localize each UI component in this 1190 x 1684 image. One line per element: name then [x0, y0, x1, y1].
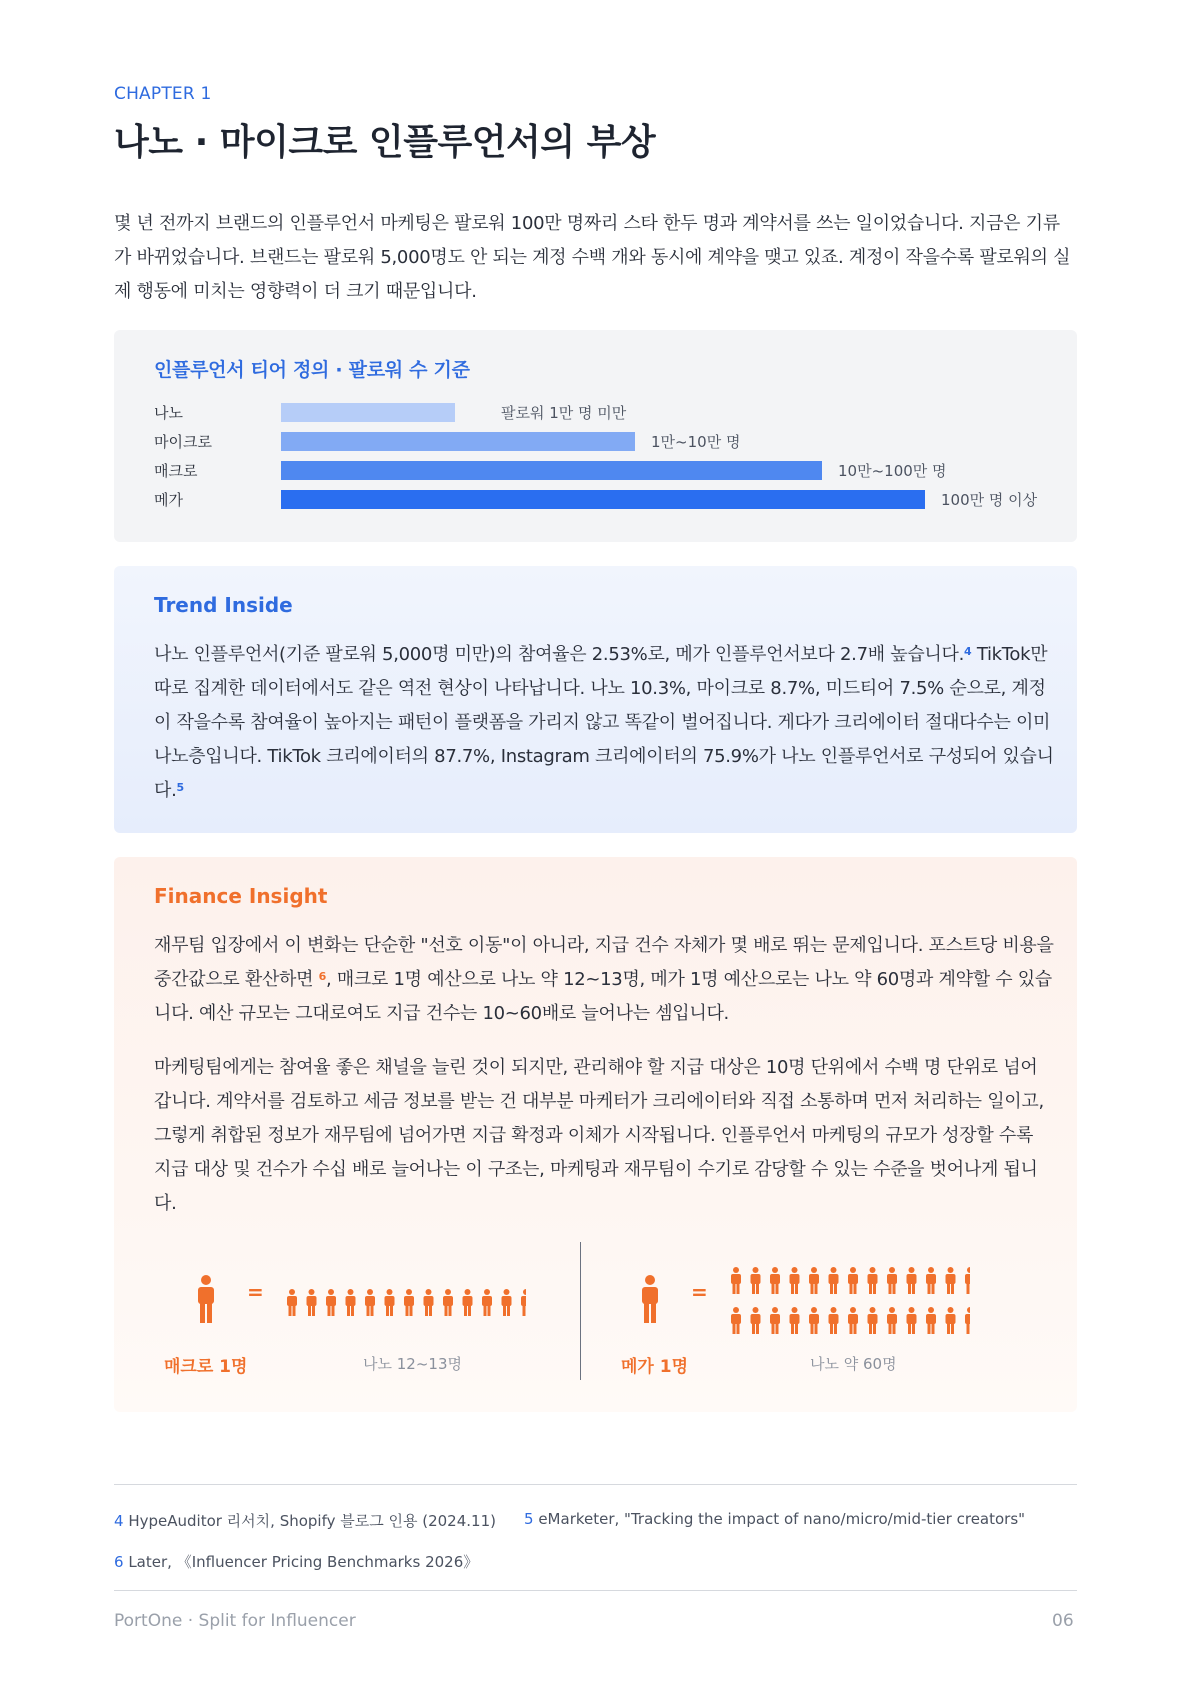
small-person-icon: [829, 1307, 839, 1334]
tier-bar-mega: [281, 490, 925, 509]
tier-range: 100만 명 이상: [941, 491, 1038, 509]
finance-text-1b: , 매크로 1명 예산으로 나노 약 12~13명, 메가 1명 예산으로는 나노 약 60명과 계약할 수 있습니다. 예산 규모는 그대로여도 지급 건수는 10~60배로 늘어나는 셈입니다.: [154, 969, 1052, 1024]
tier-name: 메가: [154, 491, 183, 509]
small-person-icon: [868, 1307, 878, 1334]
footnote-ref-6[interactable]: 6: [318, 970, 326, 983]
macro-compare-label: 나노 12~13명: [363, 1355, 462, 1373]
footnote-divider: [114, 1484, 1077, 1485]
tier-row-mega: [154, 487, 1054, 511]
tier-name: 나노: [154, 404, 183, 422]
nano-people-group-12: [286, 1289, 526, 1319]
small-person-icon: [424, 1289, 434, 1316]
small-person-icon: [965, 1267, 970, 1294]
macro-label: 매크로 1명: [164, 1357, 248, 1377]
footnote-ref-5[interactable]: 5: [176, 781, 184, 794]
small-person-icon: [326, 1289, 336, 1316]
small-person-icon: [443, 1289, 453, 1316]
finance-insight-panel: [114, 857, 1077, 1412]
tier-row-micro: [154, 429, 1054, 453]
small-person-icon: [751, 1307, 761, 1334]
small-person-icon: [946, 1267, 956, 1294]
intro-paragraph: 몇 년 전까지 브랜드의 인플루언서 마케팅은 팔로워 100만 명짜리 스타 한두 명과 계약서를 쓰는 일이었습니다. 지금은 기류가 바뀌었습니다. 브랜드는 팔로워 5,000명도 안 되는 계정 수백 개와 동시에 계약을 맺고 있죠. 계정이 작을수록 팔로워의 실제 행동에 미치는 영향력이 더 크기 때문입니다.: [114, 213, 1071, 302]
small-person-icon: [482, 1289, 492, 1316]
finance-paragraph-2: 마케팅팀에게는 참여율 좋은 채널을 늘린 것이 되지만, 관리해야 할 지급 대상은 10명 단위에서 수백 명 단위로 넘어 갑니다. 계약서를 검토하고 세금 정보를 받는 건 대부분 마케터가 크리에이터와 직접 소통하며 먼저 처리하는 일이고, 그렇게 취합된 정보가 재무팀에 넘어가면 지급 확정과 이체가 시작됩니다. 인플루언서 마케팅의 규모가 성장할 수록 지급 대상 및 건수가 수십 배로 늘어나는 이 구조는, 마케팅과 재무팀이 수기로 감당할 수 있는 수준을 벗어나게 됩니다.: [154, 1057, 1044, 1214]
nano-people-group-60: [730, 1267, 970, 1337]
small-person-icon: [829, 1267, 839, 1294]
small-person-icon: [502, 1289, 512, 1316]
footer-brand: PortOne · Split for Influencer: [114, 1611, 356, 1631]
tier-bar-nano: [281, 403, 455, 422]
finance-text-1a: 재무팀 입장에서 이 변화는 단순한 "선호 이동"이 아니라, 지급 건수 자체가 몇 배로 뛰는 문제입니다. 포스트당 비용을 중간값으로 환산하면: [154, 935, 1054, 990]
mega-compare-label: 나노 약 60명: [810, 1355, 897, 1373]
small-person-icon: [907, 1267, 917, 1294]
tier-range: 팔로워 1만 명 미만: [501, 404, 627, 422]
small-person-icon: [887, 1307, 897, 1334]
tier-name: 매크로: [154, 462, 198, 480]
mega-label: 메가 1명: [621, 1357, 689, 1377]
tier-row-nano: [154, 400, 1054, 424]
footnote-6: 6 Later, 《Influencer Pricing Benchmarks 2026》: [114, 1553, 479, 1571]
small-person-icon: [907, 1307, 917, 1334]
small-person-icon: [365, 1289, 375, 1316]
tier-range: 10만~100만 명: [838, 462, 947, 480]
small-person-icon: [848, 1267, 858, 1294]
equals-sign: =: [247, 1280, 264, 1304]
small-person-icon: [731, 1267, 741, 1294]
small-person-icon: [848, 1307, 858, 1334]
trend-text-1: 나노 인플루언서(기준 팔로워 5,000명 미만)의 참여율은 2.53%로, 메가 인플루언서보다 2.7배 높습니다.: [154, 644, 965, 665]
tier-panel-title: 인플루언서 티어 정의 · 팔로워 수 기준: [154, 359, 470, 381]
tier-row-macro: [154, 458, 1054, 482]
equals-sign: =: [691, 1280, 708, 1304]
footnote-5: 5 eMarketer, "Tracking the impact of nano/micro/mid-tier creators": [524, 1510, 1026, 1528]
footnote-ref-4[interactable]: 4: [964, 645, 972, 658]
small-person-icon: [926, 1307, 936, 1334]
small-person-icon: [809, 1307, 819, 1334]
small-person-icon: [521, 1289, 526, 1316]
small-person-icon: [287, 1289, 297, 1316]
small-person-icon: [307, 1289, 317, 1316]
tier-name: 마이크로: [154, 433, 212, 451]
chapter-label: CHAPTER 1: [114, 84, 212, 104]
small-person-icon: [965, 1307, 970, 1334]
small-person-icon: [463, 1289, 473, 1316]
trend-title: Trend Inside: [154, 593, 293, 617]
tier-definition-panel: [114, 330, 1077, 542]
small-person-icon: [731, 1307, 741, 1334]
figure-divider: [580, 1242, 581, 1380]
small-person-icon: [887, 1267, 897, 1294]
small-person-icon: [809, 1267, 819, 1294]
footnote-4: 4 HypeAuditor 리서치, Shopify 블로그 인용 (2024.11): [114, 1512, 496, 1530]
small-person-icon: [770, 1307, 780, 1334]
small-person-icon: [404, 1289, 414, 1316]
small-person-icon: [346, 1289, 356, 1316]
page-number: 06: [1052, 1611, 1074, 1631]
trend-body: [154, 638, 1054, 808]
small-person-icon: [868, 1267, 878, 1294]
finance-title: Finance Insight: [154, 884, 328, 908]
small-person-icon: [946, 1307, 956, 1334]
trend-text-2: TikTok만 따로 집계한 데이터에서도 같은 역전 현상이 나타납니다. 나노 10.3%, 마이크로 8.7%, 미드티어 7.5% 순으로, 계정이 작을수록 참여율이 높아지는 패턴이 플랫폼을 가리지 않고 똑같이 벌어집니다. 게다가 크리에이터 절대다수는 이미 나노층입니다. TikTok 크리에이터의 87.7%, Instagram 크리에이터의 75.9%가 나노 인플루언서로 구성되어 있습니다.: [154, 644, 1054, 801]
finance-paragraph-1: [154, 929, 1054, 1031]
small-person-icon: [790, 1267, 800, 1294]
tier-range: 1만~10만 명: [651, 433, 741, 451]
tier-bar-macro: [281, 461, 822, 480]
small-person-icon: [385, 1289, 395, 1316]
small-person-icon: [790, 1307, 800, 1334]
trend-inside-panel: [114, 566, 1077, 833]
person-icon-macro: [196, 1275, 216, 1325]
small-person-icon: [926, 1267, 936, 1294]
small-person-icon: [751, 1267, 761, 1294]
person-icon-mega: [640, 1275, 660, 1325]
footer-divider: [114, 1590, 1077, 1591]
small-person-icon: [770, 1267, 780, 1294]
page-title: 나노 · 마이크로 인플루언서의 부상: [114, 122, 656, 163]
tier-bar-micro: [281, 432, 635, 451]
